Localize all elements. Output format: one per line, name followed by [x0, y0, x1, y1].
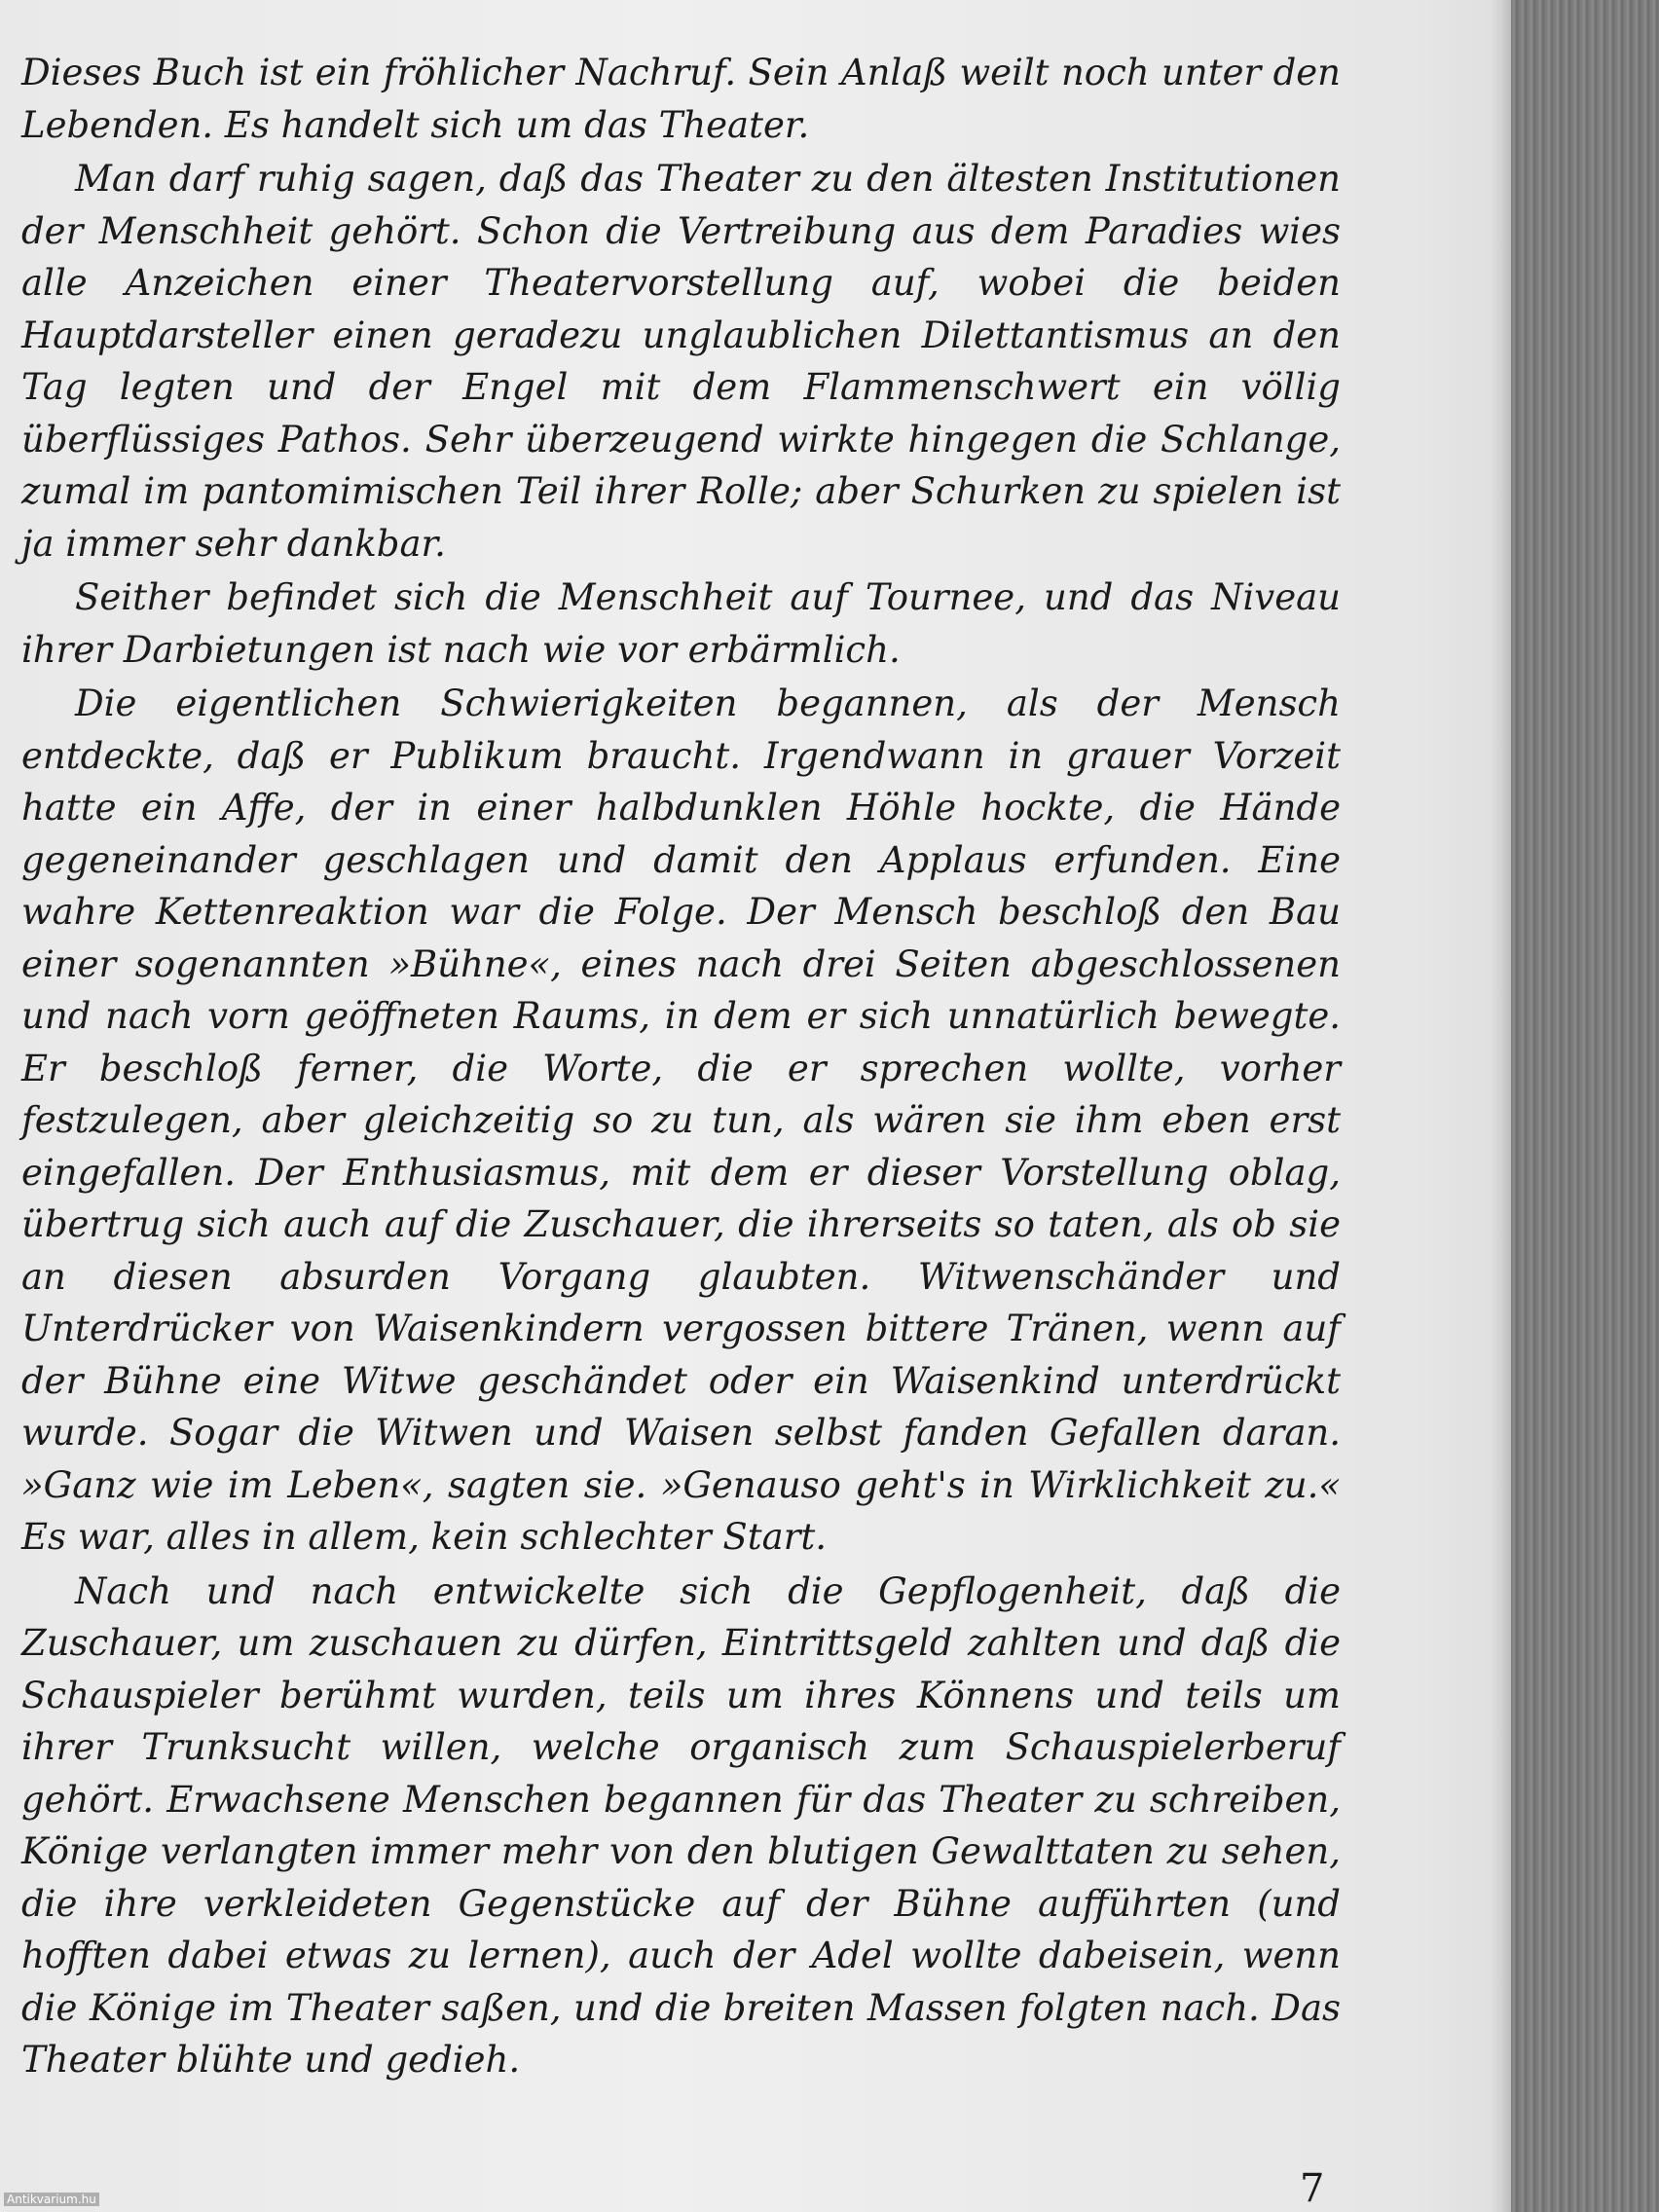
- page-number: 7: [1300, 2166, 1325, 2211]
- page-edge-shadow: [1490, 0, 1511, 2212]
- paragraph-2: Man darf ruhig sagen, daß das Theater zu den ältesten Institutionen der Menschheit gehört. Schon die Vertreibung aus dem Paradies wies alle Anzeichen einer Theatervorstellung auf, wobei die beiden Hauptdarsteller einen geradezu unglaublichen Dilettantismus an den Tag legten und der Engel mit dem Flammenschwert ein völlig überflüssiges Pathos. Sehr überzeugend wirkte hingegen die Schlange, zumal im pantomimischen Teil ihrer Rolle; aber Schurken zu spielen ist ja immer sehr dankbar.: [21, 158, 1341, 565]
- paragraph-5: Nach und nach entwickelte sich die Gepflogenheit, daß die Zuschauer, um zuschauen zu dürfen, Eintrittsgeld zahlten und daß die Schauspieler berühmt wurden, teils um ihres Könnens und teils um ihrer Trunksucht willen, welche organisch zum Schauspielerberuf gehört. Erwachsene Menschen begannen für das Theater zu schreiben, Könige verlangten immer mehr von den blutigen Gewalttaten zu sehen, die ihre verkleideten Gegenstücke auf der Bühne aufführten (und hofften dabei etwas zu lernen), auch der Adel wollte dabeisein, wenn die Könige im Theater saßen, und die breiten Massen folgten nach. Das Theater blühte und gedieh.: [21, 1569, 1341, 2081]
- watermark: Antikvarium.hu: [4, 2193, 99, 2206]
- page-text: [21, 47, 1341, 2088]
- paragraph-3: Seither befindet sich die Menschheit auf Tournee, und das Niveau ihrer Darbietungen ist nach wie vor erbärmlich.: [21, 576, 1341, 671]
- paragraph-4: Die eigentlichen Schwierigkeiten begannen, als der Mensch entdeckte, daß er Publikum braucht. Irgendwann in grauer Vorzeit hatte ein Affe, der in einer halbdunklen Höhle hockte, die Hände gegeneinander geschlagen und damit den Applaus erfunden. Eine wahre Kettenreaktion war die Folge. Der Mensch beschloß den Bau einer sogenannten »Bühne«, eines nach drei Seiten abgeschlossenen und nach vorn geöffneten Raums, in dem er sich unnatürlich bewegte. Er beschloß ferner, die Worte, die er sprechen wollte, vorher festzulegen, aber gleichzeitig so zu tun, als wären sie ihm eben erst eingefallen. Der Enthusiasmus, mit dem er dieser Vorstellung oblag, übertrug sich auch auf die Zuschauer, die ihrerseits so taten, als ob sie an diesen absurden Vorgang glaubten. Witwenschänder und Unterdrücker von Waisenkindern vergossen bittere Tränen, wenn auf der Bühne eine Witwe geschändet oder ein Waisenkind unterdrückt wurde. Sogar die Witwen und Waisen selbst fanden Gefallen daran. »Ganz wie im Leben«, sagten sie. »Genauso geht's in Wirklichkeit zu.« Es war, alles in allem, kein schlechter Start.: [21, 682, 1341, 1558]
- background-page-stack: [1511, 0, 1659, 2212]
- paragraph-1: Dieses Buch ist ein fröhlicher Nachruf. Sein Anlaß weilt noch unter den Lebenden. Es handelt sich um das Theater.: [21, 52, 1341, 146]
